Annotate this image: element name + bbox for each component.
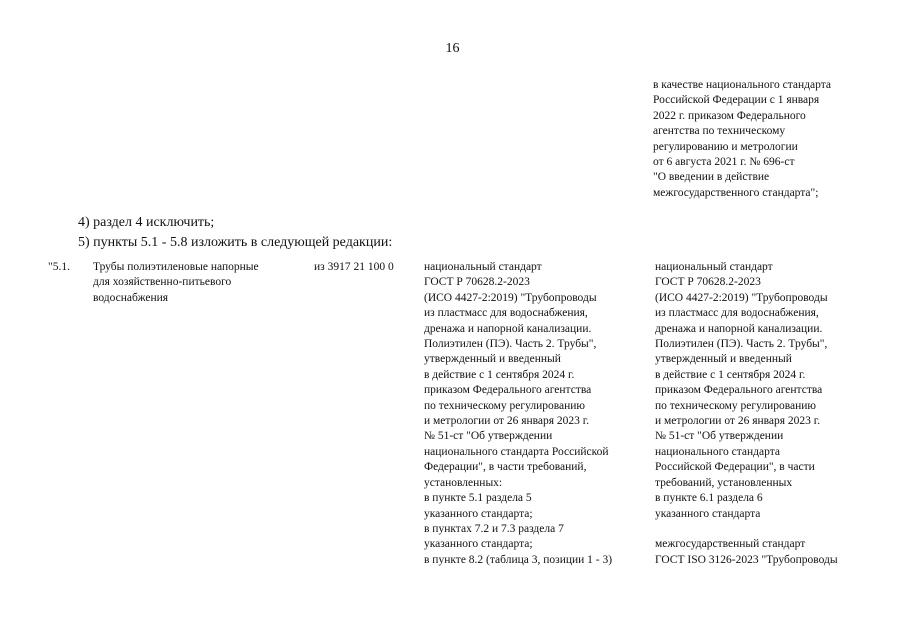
standard-line: установленных:	[424, 476, 503, 489]
standard-line: дренажа и напорной канализации.	[424, 322, 592, 335]
standard-line: Полиэтилен (ПЭ). Часть 2. Трубы",	[655, 338, 828, 351]
standard-line: в действие с 1 сентября 2024 г.	[655, 368, 806, 381]
standard-line: в пункте 5.1 раздела 5	[424, 492, 532, 505]
standard-line: в пунктах 7.2 и 7.3 раздела 7	[424, 522, 564, 535]
product-code: из 3917 21 100 0	[314, 261, 394, 273]
standard-line: приказом Федерального агентства	[424, 384, 592, 397]
standard-line: по техническому регулированию	[655, 399, 817, 412]
previous-block-line: 2022 г. приказом Федерального	[653, 109, 806, 122]
standard-line: дренажа и напорной канализации.	[655, 322, 823, 335]
standard-line: утвержденный и введенный	[424, 353, 561, 366]
previous-block-line: от 6 августа 2021 г. № 696-ст	[653, 156, 795, 169]
product-name-line: для хозяйственно-питьевого	[93, 276, 232, 289]
standard-line: в пункте 6.1 раздела 6	[655, 492, 763, 505]
standard-line: национальный стандарт	[424, 261, 542, 273]
standard-line: по техническому регулированию	[424, 399, 586, 412]
standard-line: в пункте 8.2 (таблица 3, позиции 1 - 3)	[424, 553, 613, 566]
standard-line: национального стандарта Российской	[424, 445, 609, 458]
standard-line: национальный стандарт	[655, 261, 773, 273]
previous-block-line: Российской Федерации с 1 января	[653, 94, 820, 107]
standard-line: ГОСТ Р 70628.2-2023	[655, 276, 761, 289]
standard-line: № 51-ст "Об утверждении	[655, 430, 784, 443]
standard-line: № 51-ст "Об утверждении	[424, 430, 553, 443]
standard-line: утвержденный и введенный	[655, 353, 792, 366]
previous-block-line: регулированию и метрологии	[653, 140, 798, 153]
standard-line: приказом Федерального агентства	[655, 384, 823, 397]
product-name-line: водоснабжения	[93, 291, 169, 304]
instruction-item: 4) раздел 4 исключить;	[78, 215, 215, 230]
standard-document-right	[655, 260, 895, 568]
standard-line: Российской Федерации", в части	[655, 461, 815, 474]
standard-line: Полиэтилен (ПЭ). Часть 2. Трубы",	[424, 338, 597, 351]
standard-line: из пластмасс для водоснабжения,	[655, 307, 819, 320]
standard-line: и метрологии от 26 января 2023 г.	[655, 415, 821, 428]
standard-line: требований, установленных	[655, 476, 793, 489]
paragraph-gap	[655, 522, 895, 537]
standard-line: из пластмасс для водоснабжения,	[424, 307, 588, 320]
standard-line: указанного стандарта;	[424, 538, 533, 551]
standard-line: указанного стандарта;	[424, 507, 533, 520]
product-name	[93, 260, 308, 306]
instruction-item: 5) пункты 5.1 - 5.8 изложить в следующей редакции:	[78, 235, 393, 250]
row-number: "5.1.	[48, 261, 70, 273]
standard-line: и метрологии от 26 января 2023 г.	[424, 415, 590, 428]
standard-line: в действие с 1 сентября 2024 г.	[424, 368, 575, 381]
standard-line: межгосударственный стандарт	[655, 538, 806, 551]
standard-line: ГОСТ Р 70628.2-2023	[424, 276, 530, 289]
previous-block-line: "О введении в действие	[653, 171, 770, 184]
standard-line: указанного стандарта	[655, 507, 761, 520]
previous-standard-block	[653, 78, 898, 201]
standard-line: (ИСО 4427-2:2019) "Трубопроводы	[655, 291, 828, 304]
product-name-line: Трубы полиэтиленовые напорные	[93, 261, 259, 273]
standard-line: Федерации", в части требований,	[424, 461, 587, 474]
previous-block-line: межгосударственного стандарта";	[653, 186, 819, 199]
previous-block-line: в качестве национального стандарта	[653, 79, 831, 91]
previous-block-line: агентства по техническому	[653, 125, 786, 138]
standard-line: национального стандарта	[655, 445, 780, 458]
standard-line: ГОСТ ISO 3126-2023 "Трубопроводы	[655, 553, 838, 566]
standard-document-left	[424, 260, 646, 568]
standard-line: (ИСО 4427-2:2019) "Трубопроводы	[424, 291, 597, 304]
page-number: 16	[445, 41, 460, 56]
